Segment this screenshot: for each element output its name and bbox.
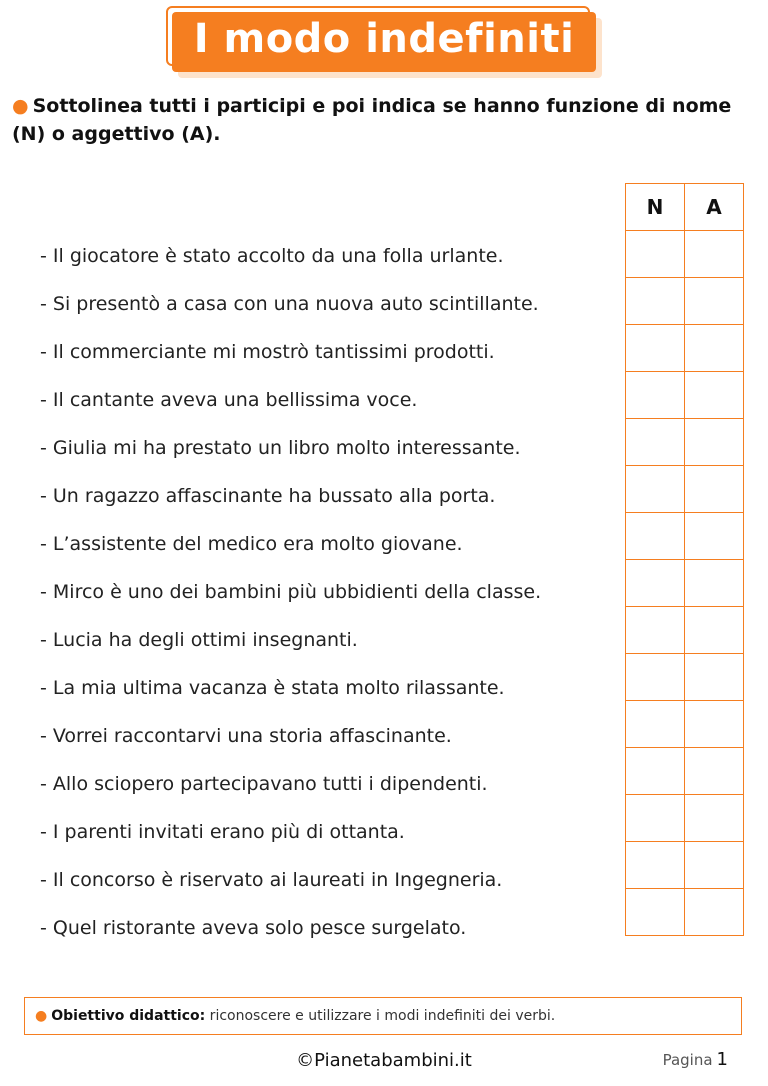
answer-cell-n[interactable] <box>626 560 685 607</box>
sentence-item: - Il giocatore è stato accolto da una folla urlante. <box>40 245 504 267</box>
answer-cell-a[interactable] <box>685 513 744 560</box>
answer-row <box>626 748 744 795</box>
sentence-item: - Il concorso è riservato ai laureati in Ingegneria. <box>40 869 503 891</box>
instruction-text: Sottolinea tutti i participi e poi indica se hanno funzione di nome (N) o aggettivo (A). <box>12 95 732 145</box>
bullet-icon: ● <box>12 95 29 117</box>
answer-cell-n[interactable] <box>626 419 685 466</box>
answer-cell-n[interactable] <box>626 513 685 560</box>
answer-cell-n[interactable] <box>626 701 685 748</box>
answer-cell-n[interactable] <box>626 325 685 372</box>
answer-cell-n[interactable] <box>626 842 685 889</box>
answer-cell-a[interactable] <box>685 231 744 278</box>
page-title: I modo indefiniti <box>172 12 597 72</box>
answer-cell-n[interactable] <box>626 654 685 701</box>
column-a-header: A <box>685 184 744 231</box>
answer-cell-a[interactable] <box>685 466 744 513</box>
sentence-item: - Il cantante aveva una bellissima voce. <box>40 389 418 411</box>
answer-cell-n[interactable] <box>626 466 685 513</box>
answer-row <box>626 278 744 325</box>
answer-cell-a[interactable] <box>685 325 744 372</box>
answer-cell-n[interactable] <box>626 889 685 936</box>
answer-cell-a[interactable] <box>685 419 744 466</box>
answer-cell-a[interactable] <box>685 372 744 419</box>
sentence-item: - Allo sciopero partecipavano tutti i dipendenti. <box>40 773 488 795</box>
sentence-item: - Il commerciante mi mostrò tantissimi prodotti. <box>40 341 495 363</box>
answer-cell-n[interactable] <box>626 607 685 654</box>
answer-row <box>626 372 744 419</box>
answer-cell-a[interactable] <box>685 842 744 889</box>
answer-cell-a[interactable] <box>685 748 744 795</box>
sentence-item: - Giulia mi ha prestato un libro molto interessante. <box>40 437 521 459</box>
sentence-list <box>40 232 620 952</box>
page-label: Pagina <box>662 1051 713 1069</box>
answer-row <box>626 795 744 842</box>
answer-row <box>626 325 744 372</box>
answer-cell-n[interactable] <box>626 231 685 278</box>
sentence-item: - I parenti invitati erano più di ottanta. <box>40 821 405 843</box>
answer-cell-a[interactable] <box>685 795 744 842</box>
page-number: 1 <box>716 1049 728 1070</box>
answer-row <box>626 513 744 560</box>
sentence-item: - L’assistente del medico era molto giovane. <box>40 533 463 555</box>
objective-label: Obiettivo didattico: <box>51 1008 206 1024</box>
answer-row <box>626 889 744 936</box>
answer-cell-a[interactable] <box>685 278 744 325</box>
answer-cell-a[interactable] <box>685 560 744 607</box>
instruction <box>12 92 752 148</box>
sentence-item: - Mirco è uno dei bambini più ubbidienti della classe. <box>40 581 542 603</box>
page-indicator <box>663 1049 728 1070</box>
grid-header-row <box>626 184 744 231</box>
answer-cell-n[interactable] <box>626 795 685 842</box>
answer-cell-a[interactable] <box>685 654 744 701</box>
bullet-icon: ● <box>35 1008 48 1024</box>
objective-box <box>24 997 742 1035</box>
answer-row <box>626 607 744 654</box>
title-area <box>0 12 768 72</box>
answer-row <box>626 560 744 607</box>
answer-cell-a[interactable] <box>685 889 744 936</box>
answer-cell-n[interactable] <box>626 278 685 325</box>
answer-cell-n[interactable] <box>626 372 685 419</box>
answer-row <box>626 419 744 466</box>
column-n-header: N <box>626 184 685 231</box>
objective-text: riconoscere e utilizzare i modi indefiniti dei verbi. <box>205 1008 556 1024</box>
answer-cell-a[interactable] <box>685 607 744 654</box>
sentence-item: - Un ragazzo affascinante ha bussato alla porta. <box>40 485 496 507</box>
sentence-item: - Si presentò a casa con una nuova auto scintillante. <box>40 293 539 315</box>
answer-row <box>626 842 744 889</box>
answer-grid <box>625 183 744 936</box>
brand-footer: ©Pianetabambini.it <box>296 1050 472 1071</box>
answer-row <box>626 701 744 748</box>
answer-cell-n[interactable] <box>626 748 685 795</box>
answer-row <box>626 231 744 278</box>
sentence-item: - Lucia ha degli ottimi insegnanti. <box>40 629 358 651</box>
answer-cell-a[interactable] <box>685 701 744 748</box>
sentence-item: - La mia ultima vacanza è stata molto rilassante. <box>40 677 505 699</box>
sentence-item: - Vorrei raccontarvi una storia affascinante. <box>40 725 452 747</box>
answer-row <box>626 466 744 513</box>
answer-row <box>626 654 744 701</box>
sentence-item: - Quel ristorante aveva solo pesce surgelato. <box>40 917 467 939</box>
